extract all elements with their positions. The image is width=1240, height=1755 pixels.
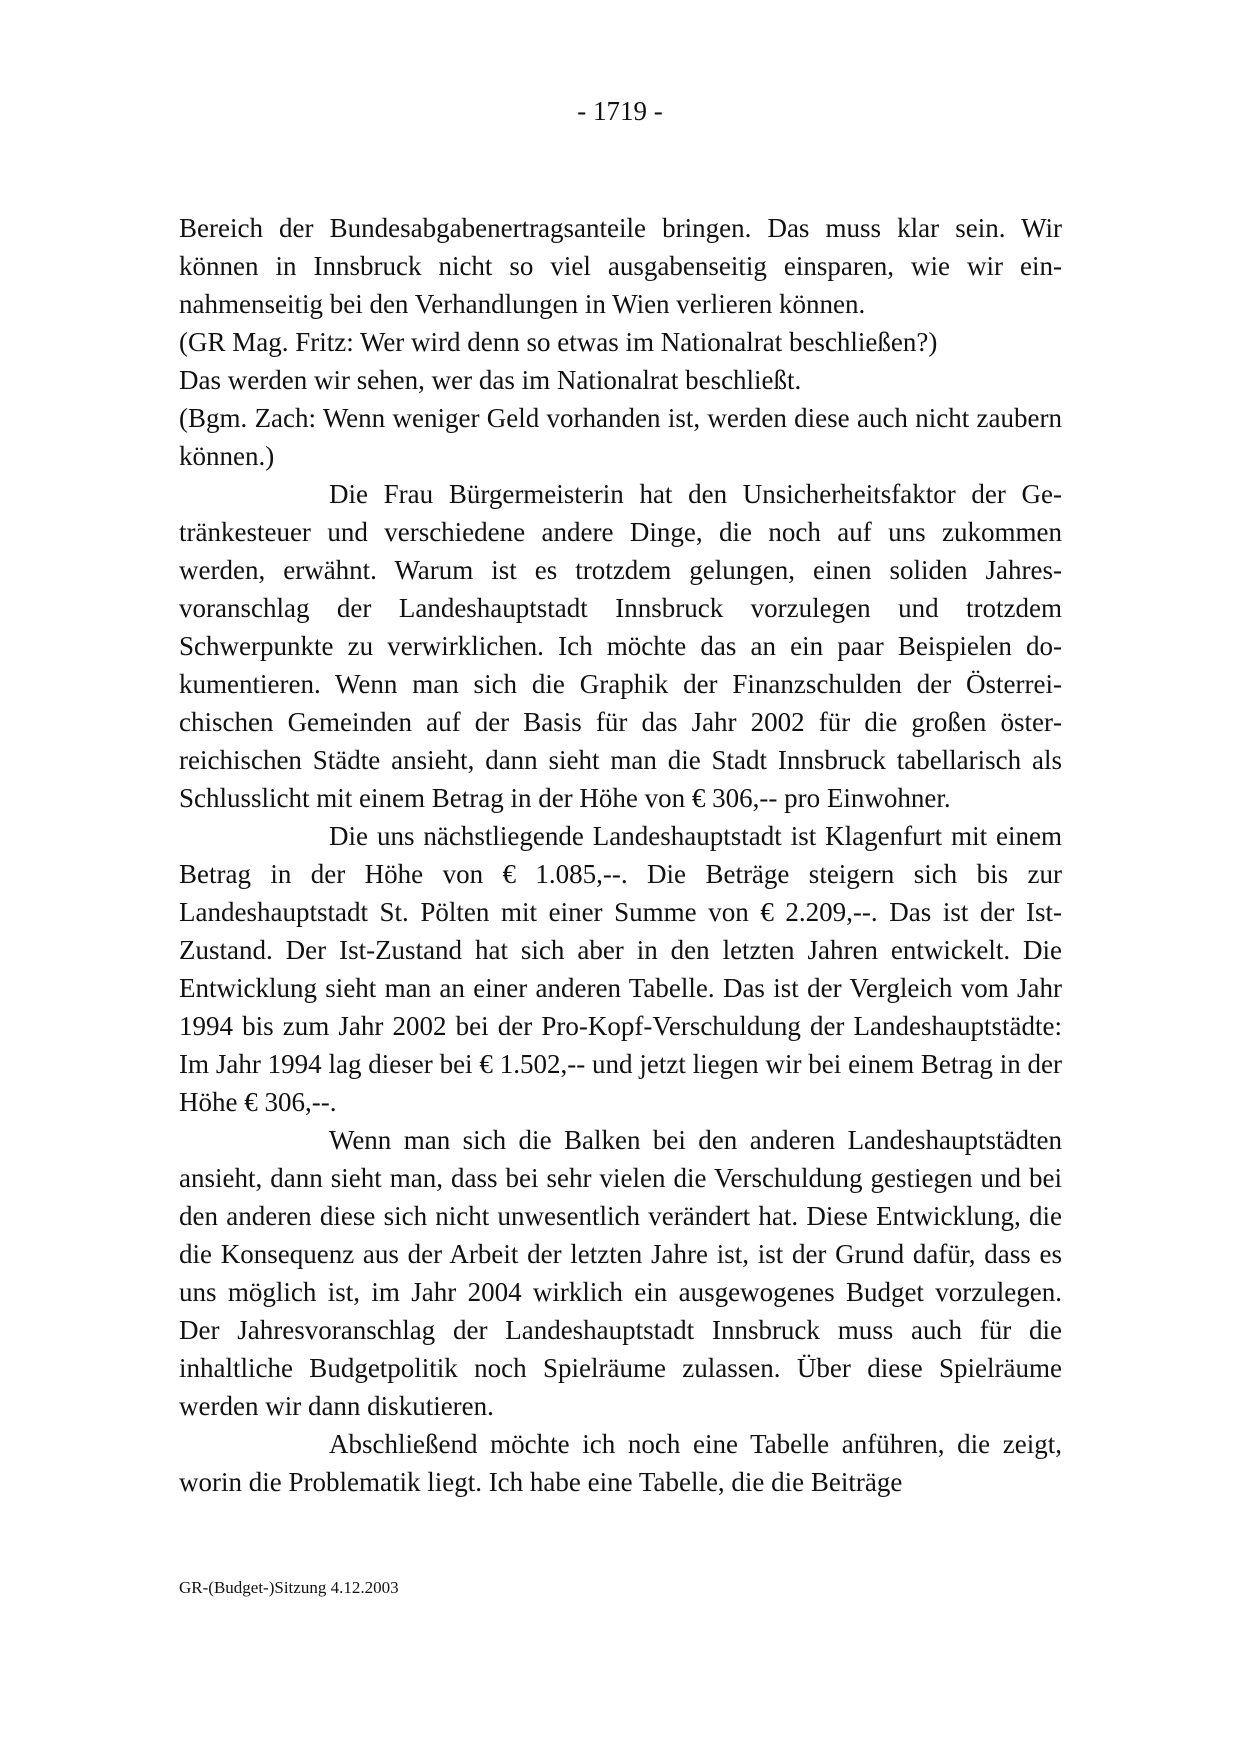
paragraph: Die uns nächstliegende Landeshauptstadt ist Klagenfurt mit einem Betrag in der Höhe von € 1.085,--. Die Beträge steigern sich bis zur Landeshauptstadt St. Pölten mit einer Summe von € 2.209,--. Das ist der Ist-Zustand. Der Ist-Zustand hat sich aber in den letzten Jahren entwickelt. Die Entwicklung sieht man an einer anderen Tabelle. Das ist der Vergleich vom Jahr 1994 bis zum Jahr 2002 bei der Pro-Kopf-Verschuldung der Landeshauptstädte: Im Jahr 1994 lag dieser bei € 1.502,-- und jetzt liegen wir bei einem Betrag in der Höhe € 306,--. <box>179 821 1062 1117</box>
body-text <box>179 209 1062 1501</box>
paragraph: Wenn man sich die Balken bei den anderen Landeshauptstädten ansieht, dann sieht man, dass bei sehr vielen die Verschuldung gestiegen und bei den anderen diese sich nicht unwesentlich verändert hat. Diese Entwicklung, die die Konsequenz aus der Arbeit der letzten Jahre ist, ist der Grund dafür, dass es uns möglich ist, im Jahr 2004 wirklich ein ausgewogenes Budget vorzulegen. Der Jahresvoranschlag der Landeshauptstadt Innsbruck muss auch für die inhaltliche Budgetpolitik noch Spielräume zulassen. Über diese Spielräume werden wir dann diskutieren. <box>179 1125 1062 1421</box>
paragraph: Das werden wir sehen, wer das im Nationalrat beschließt. <box>179 365 802 395</box>
page-number: - 1719 - <box>577 96 663 126</box>
paragraph: Abschließend möchte ich noch eine Tabelle anführen, die zeigt, worin die Problematik liegt. Ich habe eine Tabelle, die die Beiträge <box>179 1429 1062 1497</box>
paragraph: Bereich der Bundesabgabenertragsanteile bringen. Das muss klar sein. Wir können in Innsbruck nicht so viel ausgabenseitig einsparen, wie wir einnahmenseitig bei den Verhandlungen in Wien verlieren können. <box>179 213 1062 319</box>
interjection: (GR Mag. Fritz: Wer wird denn so etwas im Nationalrat beschließen?) <box>179 327 938 357</box>
footer-session-label: GR-(Budget-)Sitzung 4.12.2003 <box>179 1578 399 1597</box>
interjection: (Bgm. Zach: Wenn weniger Geld vorhanden ist, werden diese auch nicht zaubern können.) <box>179 403 1062 471</box>
paragraph: Die Frau Bürgermeisterin hat den Unsicherheitsfaktor der Getränkesteuer und verschiedene andere Dinge, die noch auf uns zukommen werden, erwähnt. Warum ist es trotzdem gelungen, einen soliden Jahresvoranschlag der Landeshauptstadt Innsbruck vorzulegen und trotzdem Schwerpunkte zu verwirklichen. Ich möchte das an ein paar Beispielen dokumentieren. Wenn man sich die Graphik der Finanzschulden der Österreichischen Gemeinden auf der Basis für das Jahr 2002 für die großen österreichischen Städte ansieht, dann sieht man die Stadt Innsbruck tabellarisch als Schlusslicht mit einem Betrag in der Höhe von € 306,-- pro Einwohner. <box>179 479 1062 813</box>
